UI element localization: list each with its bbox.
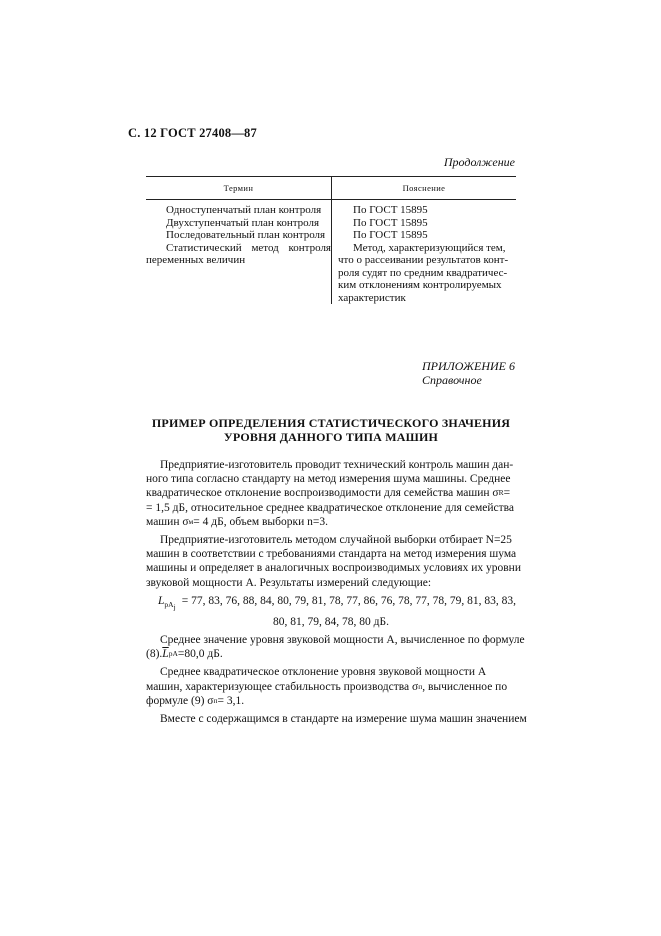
section-title (146, 416, 516, 444)
text-line: машин σ м = 4 дБ, объем выборки n=3. (146, 515, 328, 528)
appendix-label (422, 359, 515, 387)
text-line: Предприятие-изготовитель методом случайной выборки отбирает N=25 (160, 534, 512, 547)
body-text (146, 458, 527, 726)
table-header-explanation: Пояснение (402, 183, 446, 193)
explanation-line: что о рассеивании результатов конт- (338, 254, 509, 266)
formula-lhs: $L_{pA_j}$ (158, 594, 176, 612)
explanation-line: характеристик (338, 291, 406, 304)
term-cell: Одноступенчатый план контроля (166, 204, 322, 216)
text-line: Среднее квадратическое отклонение уровня звуковой мощности A (160, 666, 487, 679)
text-line: машин, характеризующее стабильность производства σ п , вычисленное по (146, 680, 508, 693)
explanation-cell: По ГОСТ 15895 (353, 216, 428, 229)
formula-values-continuation: 80, 81, 79, 84, 78, 80 дБ. (273, 615, 389, 628)
explanation-line: Метод, характеризующийся тем, (353, 241, 506, 254)
explanation-cell (338, 242, 516, 305)
appendix-kind: Справочное (422, 373, 482, 387)
text-line: звуковой мощности A. Результаты измерений следующие: (146, 576, 432, 589)
text-line: Предприятие-изготовитель проводит технический контроль машин дан- (160, 459, 514, 471)
term-column (146, 200, 332, 304)
text-line: (8). $\overline{L}$ pA =80,0 дБ. (146, 648, 223, 661)
text-line: = 1,5 дБ, относительное среднее квадратическое отклонение для семейства (146, 501, 515, 514)
term-cell: Двухступенчатый план контроля (166, 216, 320, 229)
terms-table (146, 176, 516, 304)
formula-values: = 77, 83, 76, 88, 84, 80, 79, 81, 78, 77, 86, 76, 78, 77, 78, 79, 81, 83, 83, (181, 594, 516, 607)
title-line: ПРИМЕР ОПРЕДЕЛЕНИЯ СТАТИСТИЧЕСКОГО ЗНАЧЕНИЯ (151, 416, 511, 430)
table-header-term: Термин (146, 177, 332, 199)
explanation-line: роля судят по средним квадратичес- (338, 266, 508, 279)
explanation-cell: По ГОСТ 15895 (353, 229, 428, 241)
explanation-column (332, 200, 516, 304)
explanation-line: ким отклонениям контролируемых (338, 279, 502, 291)
explanation-cell: По ГОСТ 15895 (353, 204, 428, 216)
term-word: контроля (288, 241, 331, 254)
term-word: Статистический (166, 241, 242, 254)
text-line: квадратическое отклонение воспроизводимости для семейства машин σ R = (146, 487, 511, 500)
sigma-subscript: м (188, 516, 194, 526)
table-header-row (146, 177, 516, 200)
page-header: С. 12 ГОСТ 27408—87 (128, 126, 257, 140)
text-line: формуле (9) σ п = 3,1. (146, 694, 245, 707)
table-body (146, 200, 516, 304)
text-line: ного типа согласно стандарту на метод измерения шума машины. Среднее (146, 473, 511, 486)
term-cell-continuation: переменных величин (146, 254, 246, 266)
term-cell: Последовательный план контроля (166, 229, 326, 241)
continuation-label: Продолжение (443, 155, 515, 169)
text-line: машины и определяет в аналогичных воспроизводимых условиях их уровни (146, 562, 521, 575)
text-line: Вместе с содержащимся в стандарте на измерение шума машин значением (160, 713, 527, 726)
term-cell (146, 242, 331, 255)
sigma-subscript: R (498, 488, 504, 498)
text-line: Среднее значение уровня звуковой мощности A, вычисленное по формуле (160, 634, 525, 647)
term-word: метод (251, 241, 279, 254)
measurement-formula (146, 594, 516, 615)
appendix-number: ПРИЛОЖЕНИЕ 6 (422, 359, 515, 373)
text-line: машин в соответствии с требованиями стандарта на метод измерения шума (146, 548, 517, 561)
title-line: УРОВНЯ ДАННОГО ТИПА МАШИН (223, 430, 439, 444)
